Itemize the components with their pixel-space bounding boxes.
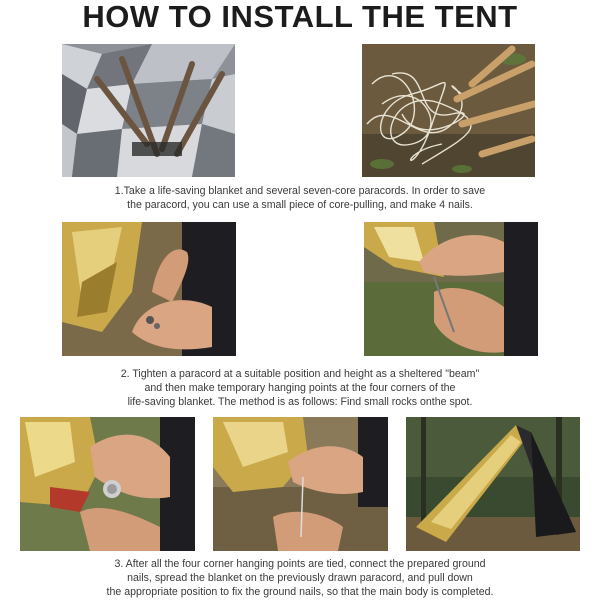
step-1-photo-paracord-nails — [362, 44, 535, 177]
step-3-photo-tying-cord — [213, 417, 388, 551]
step-3-photo-completed-tent — [406, 417, 580, 551]
step-3-line-1: 3. After all the four corner hanging points are tied, connect the prepared ground — [114, 558, 486, 570]
page-title: HOW TO INSTALL THE TENT — [82, 0, 518, 34]
step-3-instructions — [0, 557, 600, 599]
step-2-line-3: life-saving blanket. The method is as follows: Find small rocks onthe spot. — [127, 396, 473, 408]
step-2-line-2: and then make temporary hanging points at the four corners of the — [144, 382, 456, 394]
step-2-instructions — [0, 367, 600, 409]
step-1-instructions — [0, 184, 600, 212]
step-3-photo-wrapping-rock — [20, 417, 195, 551]
step-1-line-2: the paracord, you can use a small piece of core-pulling, and make 4 nails. — [127, 199, 473, 211]
step-1-line-1: 1.Take a life-saving blanket and several seven-core paracords. In order to save — [114, 185, 486, 197]
step-3-line-2: nails, spread the blanket on the previously drawn paracord, and pull down — [127, 572, 473, 584]
step-2-photo-tying-corner — [364, 222, 538, 356]
step-2-line-1: 2. Tighten a paracord at a suitable position and height as a sheltered "beam" — [120, 368, 480, 380]
step-1-photo-blanket-stakes — [62, 44, 235, 177]
step-2-photo-rock-in-hand — [62, 222, 236, 356]
step-3-line-3: the appropriate position to fix the ground nails, so that the main body is completed. — [106, 586, 494, 598]
